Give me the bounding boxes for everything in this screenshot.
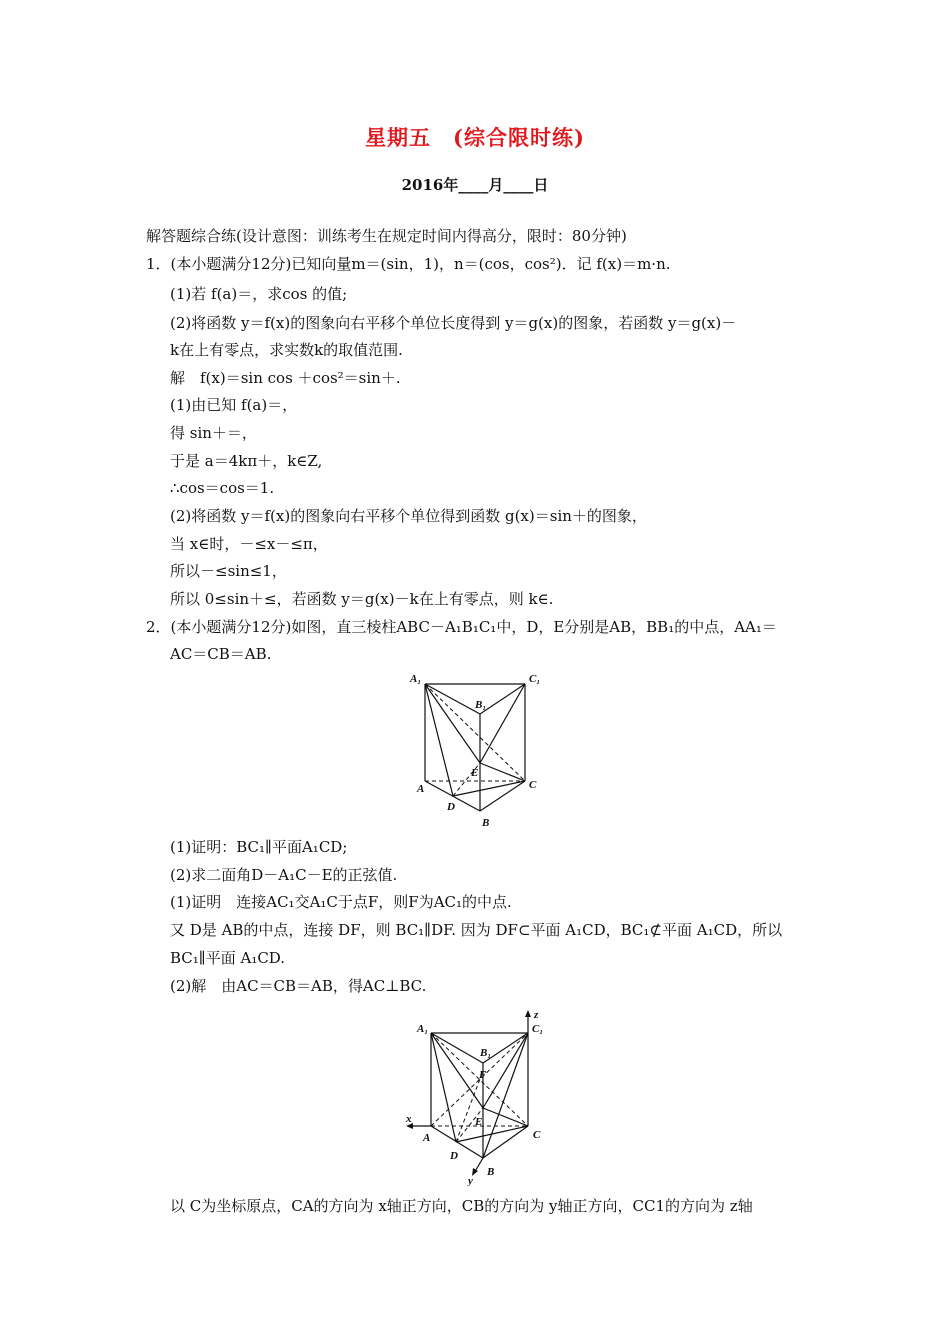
problem-1-part-2: (2)将函数 y＝f(x)的图象向右平移个单位长度得到 y＝g(x)的图象，若函数 y＝g(x)－ bbox=[170, 314, 737, 332]
solution-1-line: ∴cos＝cos＝1. bbox=[170, 479, 275, 497]
problem-2-statement: 2．(本小题满分12分)如图，直三棱柱ABC－A₁B₁C₁中，D，E分别是AB，BB₁的中点，AA₁＝ bbox=[146, 618, 777, 636]
label-z-axis: z bbox=[534, 1009, 539, 1021]
problem-1-part-2-cont: k在上有零点，求实数k的取值范围. bbox=[170, 341, 403, 359]
problem-2-part-2: (2)求二面角D－A₁C－E的正弦值. bbox=[170, 866, 398, 884]
solution-1-line: (2)将函数 y＝f(x)的图象向右平移个单位得到函数 g(x)＝sin＋的图象， bbox=[170, 507, 647, 525]
label-C: C bbox=[533, 1129, 541, 1141]
label-B1: B₁ bbox=[480, 1047, 492, 1059]
solution-1-line: (1)由已知 f(a)＝， bbox=[170, 396, 298, 414]
label-A: A bbox=[423, 1132, 431, 1144]
label-D: D bbox=[450, 1150, 458, 1162]
solution-2-line: 以 C为坐标原点，CA的方向为 x轴正方向，CB的方向为 y轴正方向，CC1的方向为 z轴 bbox=[170, 1197, 753, 1215]
page-title: 星期五 (综合限时练) bbox=[365, 125, 585, 150]
problem-1-part-1: (1)若 f(a)＝，求cos 的值; bbox=[170, 285, 348, 303]
solution-2-line: (2)解 由AC＝CB＝AB，得AC⊥BC. bbox=[170, 977, 427, 995]
label-E: E bbox=[475, 1116, 483, 1128]
label-E: E bbox=[471, 767, 479, 779]
solution-1-line: 所以 0≤sin＋≤，若函数 y＝g(x)－k在上有零点，则 k∈. bbox=[170, 590, 554, 608]
label-F: F bbox=[479, 1069, 487, 1081]
problem-1-statement: 1．(本小题满分12分)已知向量m＝(sin，1)，n＝(cos，cos²)．记 f(x)＝m·n. bbox=[146, 255, 671, 273]
label-A1: A₁ bbox=[410, 673, 422, 685]
label-A: A bbox=[417, 783, 425, 795]
label-y-axis: y bbox=[468, 1175, 473, 1186]
date-line: 2016年____月____日 bbox=[401, 176, 549, 194]
label-C1: C₁ bbox=[532, 1023, 544, 1035]
problem-2-part-1: (1)证明：BC₁∥平面A₁CD; bbox=[170, 838, 348, 856]
problem-2-statement-cont: AC＝CB＝AB. bbox=[170, 645, 272, 663]
prism-figure-2 bbox=[398, 1008, 558, 1186]
solution-1-line: 于是 a＝4kπ＋，k∈Z, bbox=[170, 452, 323, 470]
label-D: D bbox=[447, 801, 455, 813]
solution-1-line: 当 x∈时，－≤x－≤π， bbox=[170, 535, 328, 553]
label-B1: B₁ bbox=[475, 699, 487, 711]
label-C: C bbox=[529, 779, 537, 791]
label-A1: A₁ bbox=[417, 1023, 429, 1035]
prism-figure-1 bbox=[405, 668, 555, 830]
label-x-axis: x bbox=[406, 1113, 412, 1125]
solution-2-line: (1)证明 连接AC₁交A₁C于点F，则F为AC₁的中点. bbox=[170, 893, 512, 911]
solution-1-line: 解 f(x)＝sin cos ＋cos²＝sin＋. bbox=[170, 369, 401, 387]
label-B: B bbox=[487, 1166, 495, 1178]
label-B: B bbox=[482, 817, 490, 829]
intro-line: 解答题综合练(设计意图：训练考生在规定时间内得高分，限时：80分钟) bbox=[146, 227, 627, 245]
label-C1: C₁ bbox=[529, 673, 541, 685]
solution-2-line: 又 D是 AB的中点，连接 DF，则 BC₁∥DF. 因为 DF⊂平面 A₁CD，BC₁⊄平面 A₁CD，所以 bbox=[170, 921, 783, 939]
solution-1-line: 得 sin＋＝， bbox=[170, 424, 257, 442]
solution-2-line: BC₁∥平面 A₁CD. bbox=[170, 949, 286, 967]
solution-1-line: 所以－≤sin≤1， bbox=[170, 562, 287, 580]
